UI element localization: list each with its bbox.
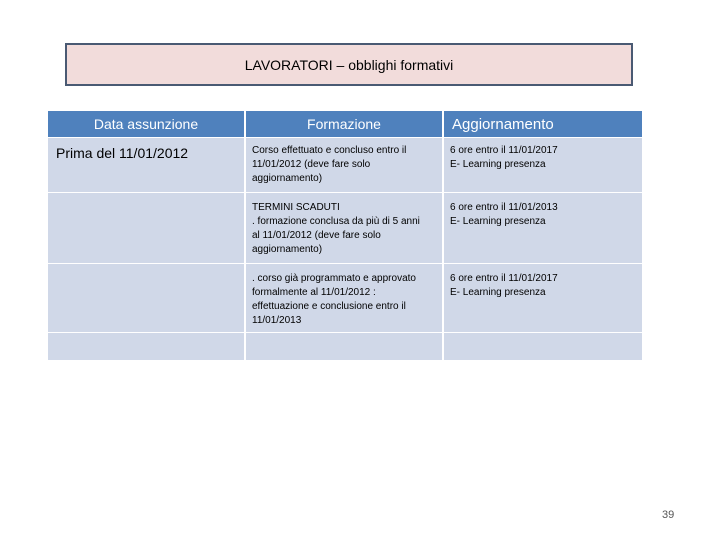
header-aggiornamento: Aggiornamento [444, 111, 642, 138]
cell-text: formalmente al 11/01/2012 : [252, 287, 376, 298]
cell-formazione [246, 333, 444, 361]
cell-formazione [246, 264, 444, 333]
cell-date [48, 333, 246, 361]
table-row [48, 193, 642, 264]
cell-aggiornamento [444, 193, 642, 264]
cell-date [48, 264, 246, 333]
slide-title-box [65, 43, 633, 86]
cell-text: aggiornamento) [252, 244, 323, 255]
cell-text: E- Learning presenza [450, 159, 546, 170]
cell-text: 11/01/2012 (deve fare solo [252, 159, 371, 170]
cell-aggiornamento [444, 138, 642, 193]
cell-aggiornamento [444, 264, 642, 333]
table-row [48, 264, 642, 333]
cell-text: 11/01/2013 [252, 315, 302, 326]
cell-text: . formazione conclusa da più di 5 anni [252, 216, 420, 227]
cell-formazione [246, 138, 444, 193]
header-formazione: Formazione [246, 111, 444, 138]
table-header-row [48, 111, 642, 138]
header-data-assunzione: Data assunzione [48, 111, 246, 138]
cell-text: aggiornamento) [252, 173, 323, 184]
table-row [48, 138, 642, 193]
cell-text: E- Learning presenza [450, 216, 546, 227]
cell-text: 6 ore entro il 11/01/2017 [450, 273, 558, 284]
cell-formazione [246, 193, 444, 264]
cell-text: al 11/01/2012 (deve fare solo [252, 230, 381, 241]
cell-text: E- Learning presenza [450, 287, 546, 298]
cell-date [48, 193, 246, 264]
cell-text: effettuazione e conclusione entro il [252, 301, 406, 312]
cell-aggiornamento [444, 333, 642, 361]
cell-text: . corso già programmato e approvato [252, 273, 416, 284]
cell-date: Prima del 11/01/2012 [48, 138, 246, 193]
page-number: 39 [662, 509, 675, 521]
slide-title: LAVORATORI – obblighi formativi [244, 56, 454, 73]
cell-text: TERMINI SCADUTI [252, 202, 340, 213]
obligations-table [48, 111, 642, 361]
cell-text: 6 ore entro il 11/01/2013 [450, 202, 558, 213]
cell-text: 6 ore entro il 11/01/2017 [450, 145, 558, 156]
cell-text: Corso effettuato e concluso entro il [252, 145, 407, 156]
table-row [48, 333, 642, 361]
